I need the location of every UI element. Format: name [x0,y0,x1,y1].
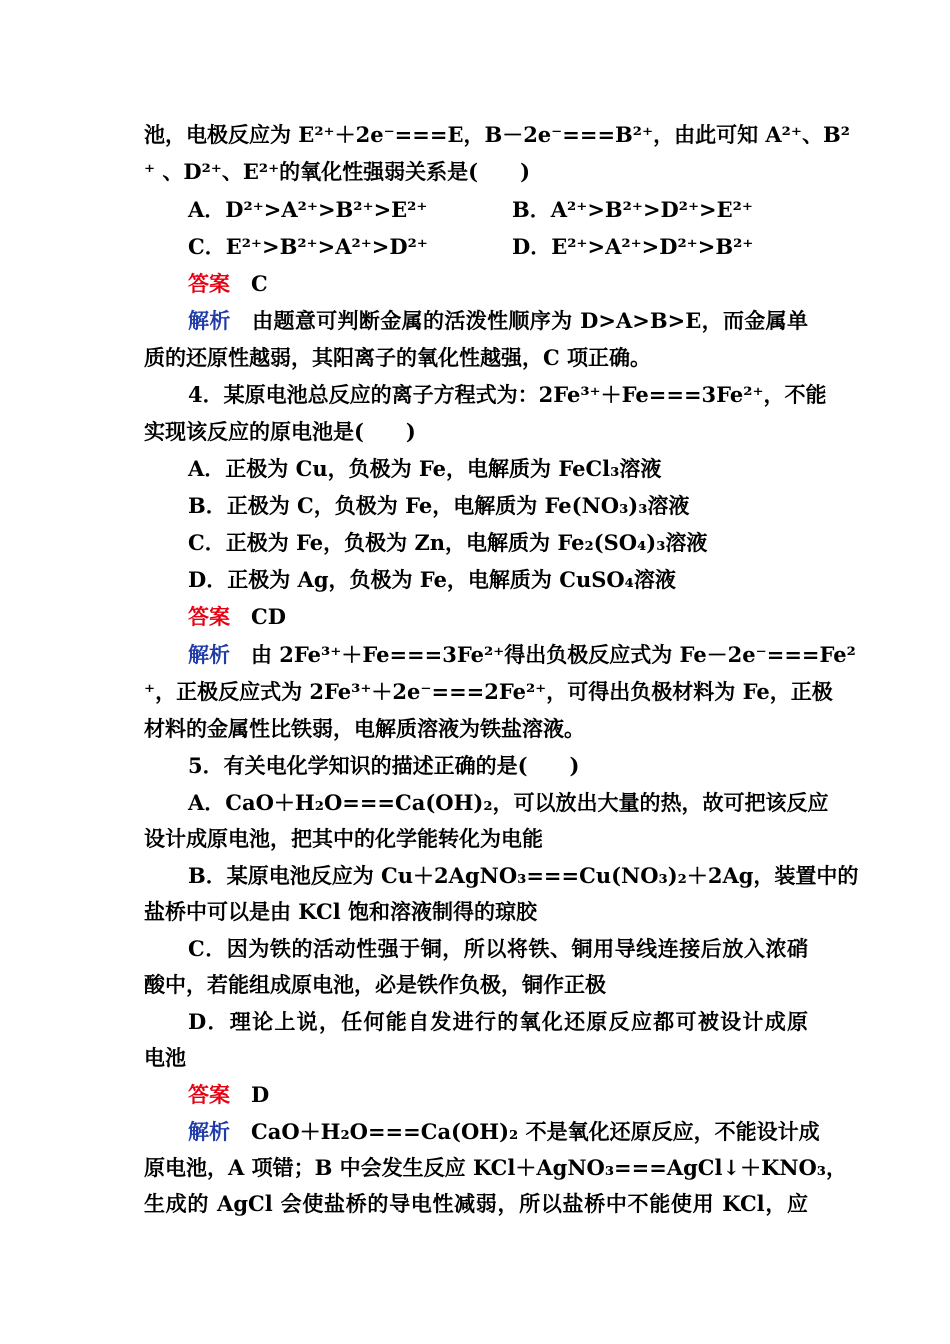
q4-stem-line1: 4．某原电池总反应的离子方程式为：2Fe³⁺＋Fe===3Fe²⁺，不能 [188,382,827,407]
answer-value: C [251,271,268,296]
q4-option-d: D．正极为 Ag，负极为 Fe，电解质为 CuSO₄溶液 [188,567,676,592]
q4-analysis-line2: ⁺，正极反应式为 2Fe³⁺＋2e⁻===2Fe²⁺，可得出负极材料为 Fe，正极 [144,679,833,704]
answer-value: CD [251,604,286,629]
q5-answer [188,1080,808,1110]
q4-answer [188,602,808,632]
q5-analysis-line3: 生成的 AgCl 会使盐桥的导电性减弱，所以盐桥中不能使用 KCl，应 [144,1191,808,1216]
q3-option-a: A．D²⁺>A²⁺>B²⁺>E²⁺ [188,197,428,222]
q4-stem-line2: 实现该反应的原电池是( ) [144,419,416,444]
answer-value: D [251,1082,270,1107]
q4-option-c: C．正极为 Fe，负极为 Zn，电解质为 Fe₂(SO₄)₃溶液 [188,530,708,555]
analysis-text: 由题意可判断金属的活泼性顺序为 D>A>B>E，而金属单 [252,308,809,333]
analysis-label: 解析 [188,308,231,333]
analysis-label: 解析 [188,642,230,667]
q3-analysis-line1 [188,306,808,336]
q3-options-row2 [188,232,808,262]
q5-analysis-line1 [188,1117,820,1147]
q3-option-c: C．E²⁺>B²⁺>A²⁺>D²⁺ [188,234,428,259]
q5-option-b-line2: 盐桥中可以是由 KCl 饱和溶液制得的琼胶 [144,899,537,924]
q3-option-d: D．E²⁺>A²⁺>D²⁺>B²⁺ [512,234,754,259]
answer-label: 答案 [188,604,230,629]
q5-option-d-line1: D．理论上说，任何能自发进行的氧化还原反应都可被设计成原 [188,1009,808,1034]
q5-option-a-line2: 设计成原电池，把其中的化学能转化为电能 [144,826,543,851]
answer-label: 答案 [188,1082,230,1107]
q5-stem: 5．有关电化学知识的描述正确的是( ) [188,753,580,778]
q5-option-c-line2: 酸中，若能组成原电池，必是铁作负极，铜作正极 [144,972,606,997]
q4-analysis-line3: 材料的金属性比铁弱，电解质溶液为铁盐溶液。 [144,716,585,741]
q4-option-a: A．正极为 Cu，负极为 Fe，电解质为 FeCl₃溶液 [188,456,662,481]
analysis-text: 由 2Fe³⁺＋Fe===3Fe²⁺得出负极反应式为 Fe－2e⁻===Fe² [251,642,856,667]
q3-option-b: B．A²⁺>B²⁺>D²⁺>E²⁺ [512,197,753,222]
q3-stem-line2: ⁺ 、D²⁺、E²⁺的氧化性强弱关系是( ) [144,159,531,184]
q3-options-row1 [188,195,808,225]
analysis-label: 解析 [188,1119,230,1144]
q3-analysis-line2: 质的还原性越弱，其阳离子的氧化性越强，C 项正确。 [144,345,652,370]
q3-stem-line1: 池，电极反应为 E²⁺＋2e⁻===E，B－2e⁻===B²⁺，由此可知 A²⁺、B² [144,122,850,147]
q5-option-a-line1: A．CaO＋H₂O===Ca(OH)₂，可以放出大量的热，故可把该反应 [188,790,829,815]
q5-option-c-line1: C．因为铁的活动性强于铜，所以将铁、铜用导线连接后放入浓硝 [188,936,808,961]
q4-analysis-line1 [188,640,856,670]
q5-option-d-line2: 电池 [144,1045,186,1070]
analysis-text: CaO＋H₂O===Ca(OH)₂ 不是氧化还原反应，不能设计成 [251,1119,820,1144]
q5-option-b-line1: B．某原电池反应为 Cu＋2AgNO₃===Cu(NO₃)₂＋2Ag，装置中的 [188,863,859,888]
q3-answer [188,269,808,299]
q4-option-b: B．正极为 C，负极为 Fe，电解质为 Fe(NO₃)₃溶液 [188,493,690,518]
answer-label: 答案 [188,271,230,296]
q5-analysis-line2: 原电池，A 项错；B 中会发生反应 KCl＋AgNO₃===AgCl↓＋KNO₃， [144,1155,848,1180]
